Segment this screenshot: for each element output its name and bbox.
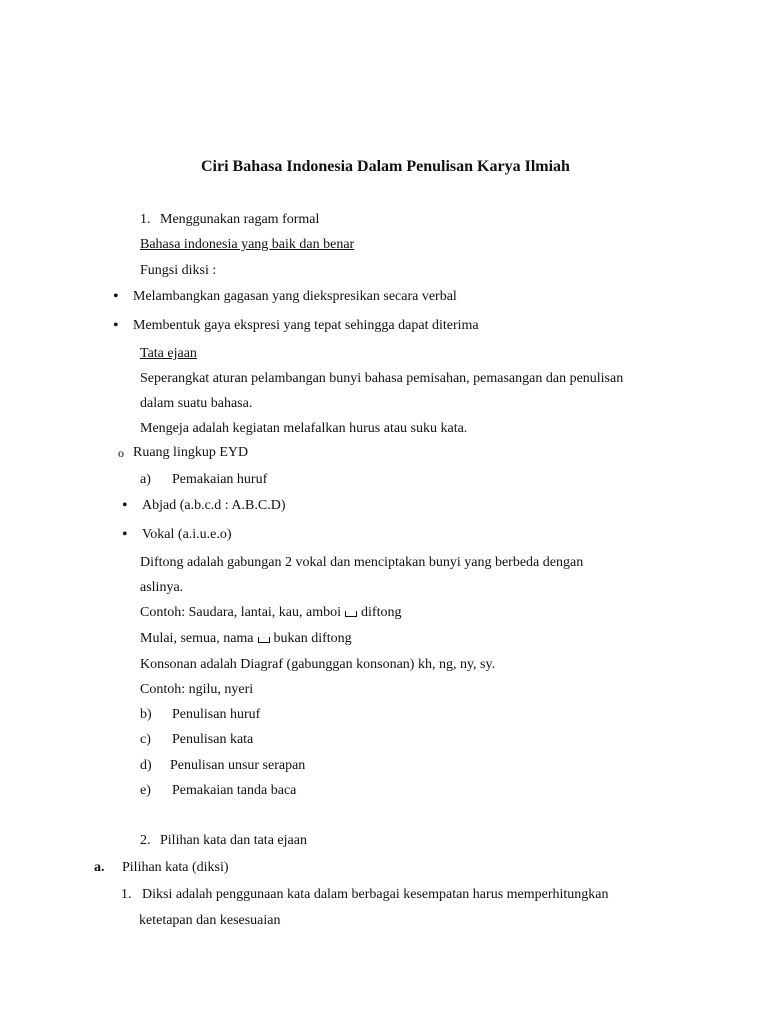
section-2-heading: Pilihan kata dan tata ejaan	[160, 833, 307, 848]
contoh-konsonan: Contoh: ngilu, nyeri	[140, 682, 254, 697]
diksi-line-2: ketetapan dan kesesuaian	[139, 913, 281, 928]
section-a-heading: Pilihan kata (diksi)	[122, 860, 229, 875]
tata-ejaan-definition-line-1: Seperangkat aturan pelambangan bunyi bahasa pemisahan, pemasangan dan penulisan	[140, 371, 624, 386]
diftong-line-1: Diftong adalah gabungan 2 vokal dan menciptakan bunyi yang berbeda dengan	[140, 555, 584, 570]
contoh-diftong-line	[140, 604, 401, 622]
section-2-number: 2.	[140, 833, 151, 848]
tata-ejaan-heading: Tata ejaan	[140, 346, 197, 361]
mulai-result: bukan diftong	[273, 631, 352, 646]
list-marker-a: a)	[140, 472, 151, 487]
mengeja-paragraph: Mengeja adalah kegiatan melafalkan hurus atau suku kata.	[140, 421, 468, 436]
arrow-icon	[345, 611, 357, 617]
section-1-subheading: Bahasa indonesia yang baik dan benar	[140, 237, 355, 252]
contoh-diftong-words: Contoh: Saudara, lantai, kau, amboi	[140, 605, 342, 620]
section-1-heading: Menggunakan ragam formal	[160, 212, 320, 227]
list-marker-e: e)	[140, 783, 151, 798]
arrow-icon	[258, 637, 270, 643]
list-marker-d: d)	[140, 758, 152, 773]
bullet-item-2: • Membentuk gaya ekspresi yang tepat sehingga dapat diterima	[133, 317, 479, 335]
vokal-item: • Vokal (a.i.u.e.o)	[142, 526, 232, 544]
list-item-b: Penulisan huruf	[172, 707, 261, 722]
section-a-marker: a.	[94, 860, 105, 875]
section-1-number: 1.	[140, 212, 151, 227]
bullet-item-1: • Melambangkan gagasan yang diekspresikan secara verbal	[133, 288, 457, 306]
list-marker-b: b)	[140, 707, 152, 722]
diksi-number: 1.	[121, 887, 132, 902]
diftong-line-2: aslinya.	[140, 580, 184, 595]
abjad-item: • Abjad (a.b.c.d : A.B.C.D)	[142, 497, 285, 515]
fungsi-label: Fungsi diksi :	[140, 263, 217, 278]
ruang-lingkup-item: o Ruang lingkup EYD	[133, 444, 248, 462]
list-item-a: Pemakaian huruf	[172, 472, 268, 487]
page-title: Ciri Bahasa Indonesia Dalam Penulisan Karya Ilmiah	[201, 158, 570, 175]
konsonan-paragraph: Konsonan adalah Diagraf (gabunggan konsonan) kh, ng, ny, sy.	[140, 657, 496, 672]
tata-ejaan-definition-line-2: dalam suatu bahasa.	[140, 396, 253, 411]
list-item-e: Pemakaian tanda baca	[172, 783, 297, 798]
list-item-c: Penulisan kata	[172, 732, 254, 747]
diksi-line-1: Diksi adalah penggunaan kata dalam berbagai kesempatan harus memperhitungkan	[142, 887, 609, 902]
list-item-d: Penulisan unsur serapan	[170, 758, 306, 773]
contoh-diftong-result: diftong	[361, 605, 402, 620]
mulai-line	[140, 630, 352, 648]
mulai-words: Mulai, semua, nama	[140, 631, 254, 646]
list-marker-c: c)	[140, 732, 151, 747]
